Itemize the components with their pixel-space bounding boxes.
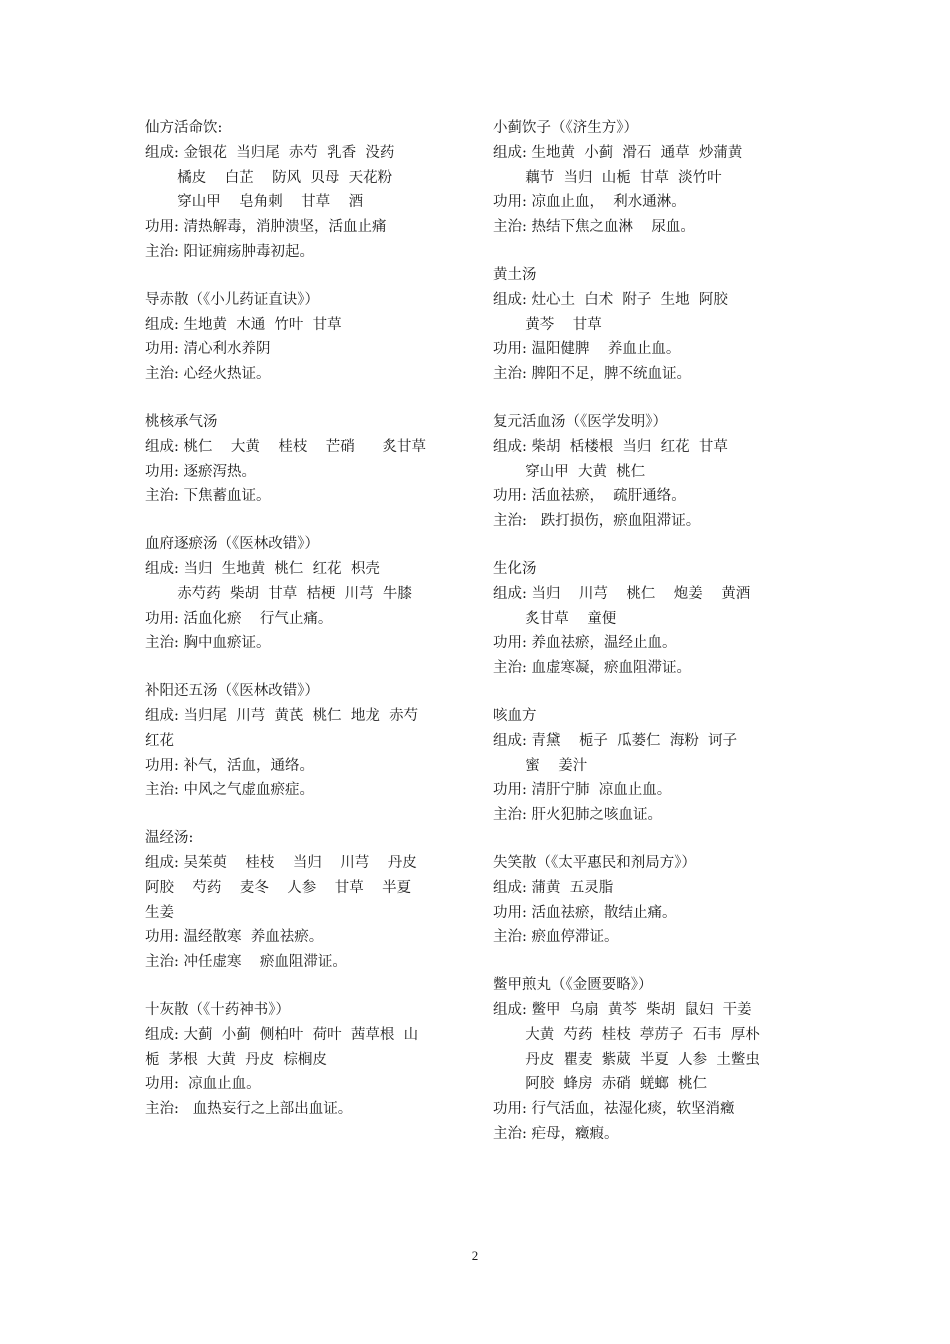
formula-title: 血府逐瘀汤（《医林改错》） — [145, 536, 319, 553]
formula-line: 组成: 当归 川芎 桃仁 炮姜 黄酒 — [493, 585, 751, 602]
formula-line: 组成: 蒲黄 五灵脂 — [493, 879, 614, 896]
formula-line: 功用: 行气活血，祛湿化痰，软坚消癥 — [493, 1101, 735, 1118]
formula-line: 组成: 大蓟 小蓟 侧柏叶 荷叶 茜草根 山 — [145, 1026, 419, 1043]
formula-line: 黄芩 甘草 — [493, 316, 602, 333]
formula-line: 组成: 金银花 当归尾 赤芍 乳香 没药 — [145, 144, 395, 161]
formula-line: 主治: 血虚寒凝，瘀血阻滞证。 — [493, 660, 691, 677]
formula-title: 仙方活命饮: — [145, 120, 223, 136]
formula-line: 主治: 心经火热证。 — [145, 366, 271, 383]
formula-line: 炙甘草 童便 — [493, 610, 617, 627]
formula-line: 功用: 补气，活血，通络。 — [145, 757, 314, 774]
formula-line: 主治: 胸中血瘀证。 — [145, 635, 271, 652]
formula-line: 主治: 下焦蓄血证。 — [145, 488, 271, 505]
formula-line: 功用: 活血化瘀 行气止痛。 — [145, 610, 333, 627]
formula-line: 功用: 清心利水养阴 — [145, 341, 271, 358]
formula-line: 主治: 疟母，癥瘕。 — [493, 1125, 619, 1142]
formula-line: 组成: 生地黄 木通 竹叶 甘草 — [145, 316, 342, 333]
formula-title: 十灰散（《十药神书》） — [145, 1001, 290, 1018]
formula-line: 主治: 跌打损伤，瘀血阻滞证。 — [493, 513, 701, 530]
formula-line: 组成: 柴胡 栝楼根 当归 红花 甘草 — [493, 438, 728, 455]
formula-line: 阿胶 蜂房 赤硝 蜣螂 桃仁 — [493, 1076, 708, 1093]
formula-line: 主治: 瘀血停滞证。 — [493, 929, 619, 946]
formula-line: 藕节 当归 山栀 甘草 淡竹叶 — [493, 169, 722, 186]
formula-line: 组成: 当归尾 川芎 黄芪 桃仁 地龙 赤芍 — [145, 707, 419, 724]
formula-title: 复元活血汤（《医学发明》） — [493, 413, 667, 430]
formula-title: 生化汤 — [493, 560, 537, 577]
right-column — [493, 116, 813, 1170]
formula-line: 功用: 清肝宁肺 凉血止血。 — [493, 782, 672, 799]
formula-line: 主治: 肝火犯肺之咳血证。 — [493, 807, 662, 824]
formula-title: 咳血方 — [493, 707, 537, 724]
formula-line: 功用: 逐瘀泻热。 — [145, 463, 256, 480]
formula-line: 组成: 灶心土 白术 附子 生地 阿胶 — [493, 291, 728, 308]
formula-line: 主治: 脾阳不足，脾不统血证。 — [493, 366, 691, 383]
formula-line: 组成: 生地黄 小蓟 滑石 通草 炒蒲黄 — [493, 144, 743, 161]
page-number: 2 — [471, 1248, 479, 1263]
formula-entry — [493, 851, 813, 950]
formula-line: 赤芍药 柴胡 甘草 桔梗 川芎 牛膝 — [145, 585, 412, 602]
formula-entry — [145, 288, 475, 387]
formula-line: 穿山甲 大黄 桃仁 — [493, 463, 646, 480]
formula-line: 主治: 阳证痈疡肿毒初起。 — [145, 243, 314, 260]
formula-line: 组成: 鳖甲 乌扇 黄芩 柴胡 鼠妇 干姜 — [493, 1001, 752, 1018]
formula-title: 小蓟饮子（《济生方》） — [493, 120, 638, 136]
formula-line: 功用: 活血祛瘀，散结止痛。 — [493, 904, 677, 921]
formula-title: 鳖甲煎丸（《金匮要略》） — [493, 977, 653, 994]
formula-line: 主治: 中风之气虚血瘀症。 — [145, 782, 314, 799]
formula-line: 功用: 温阳健脾 养血止血。 — [493, 341, 681, 358]
formula-entry — [145, 998, 475, 1122]
formula-line: 红花 — [145, 732, 174, 749]
formula-line: 主治: 血热妄行之上部出血证。 — [145, 1101, 353, 1118]
formula-line: 组成: 当归 生地黄 桃仁 红花 枳壳 — [145, 560, 380, 577]
formula-entry — [493, 704, 813, 828]
formula-line: 组成: 桃仁 大黄 桂枝 芒硝 炙甘草 — [145, 438, 426, 455]
formula-entry — [493, 410, 813, 534]
formula-line: 丹皮 瞿麦 紫葳 半夏 人参 土鳖虫 — [493, 1051, 760, 1068]
formula-line: 功用: 养血祛瘀，温经止血。 — [493, 635, 677, 652]
formula-entry — [493, 557, 813, 681]
formula-entry — [145, 410, 475, 509]
formula-line: 穿山甲 皂角刺 甘草 酒 — [145, 194, 364, 211]
formula-entry — [145, 826, 475, 975]
formula-line: 组成: 吴茱萸 桂枝 当归 川芎 丹皮 — [145, 854, 417, 871]
formula-entry — [493, 263, 813, 387]
formula-line: 功用: 凉血止血。 — [145, 1076, 261, 1093]
formula-entry — [493, 973, 813, 1147]
formula-entry — [145, 116, 475, 265]
formula-line: 组成: 青黛 栀子 瓜蒌仁 海粉 诃子 — [493, 732, 738, 749]
formula-title: 桃核承气汤 — [145, 413, 218, 430]
formula-line: 主治: 冲任虚寒 瘀血阻滞证。 — [145, 954, 347, 971]
formula-title: 温经汤: — [145, 830, 194, 847]
left-column — [145, 116, 475, 1145]
formula-title: 黄土汤 — [493, 266, 537, 283]
formula-line: 功用: 温经散寒 养血祛瘀。 — [145, 929, 324, 946]
formula-entry — [145, 679, 475, 803]
formula-title: 补阳还五汤（《医林改错》） — [145, 683, 319, 700]
formula-entry — [493, 116, 813, 240]
formula-line: 生姜 — [145, 904, 174, 921]
formula-line: 主治: 热结下焦之血淋 尿血。 — [493, 219, 695, 236]
formula-line: 橘皮 白芷 防风 贝母 天花粉 — [145, 169, 393, 186]
formula-title: 导赤散（《小儿药证直诀》） — [145, 291, 319, 308]
formula-line: 阿胶 芍药 麦冬 人参 甘草 半夏 — [145, 879, 412, 896]
formula-line: 功用: 活血祛瘀， 疏肝通络。 — [493, 488, 686, 505]
formula-line: 蜜 姜汁 — [493, 757, 588, 774]
formula-line: 栀 茅根 大黄 丹皮 棕榈皮 — [145, 1051, 327, 1068]
formula-title: 失笑散（《太平惠民和剂局方》） — [493, 854, 696, 871]
formula-line: 功用: 清热解毒，消肿溃坚，活血止痛 — [145, 219, 387, 236]
formula-entry — [145, 532, 475, 656]
formula-line: 功用: 凉血止血， 利水通淋。 — [493, 194, 686, 211]
formula-line: 大黄 芍药 桂枝 葶苈子 石韦 厚朴 — [493, 1026, 760, 1043]
